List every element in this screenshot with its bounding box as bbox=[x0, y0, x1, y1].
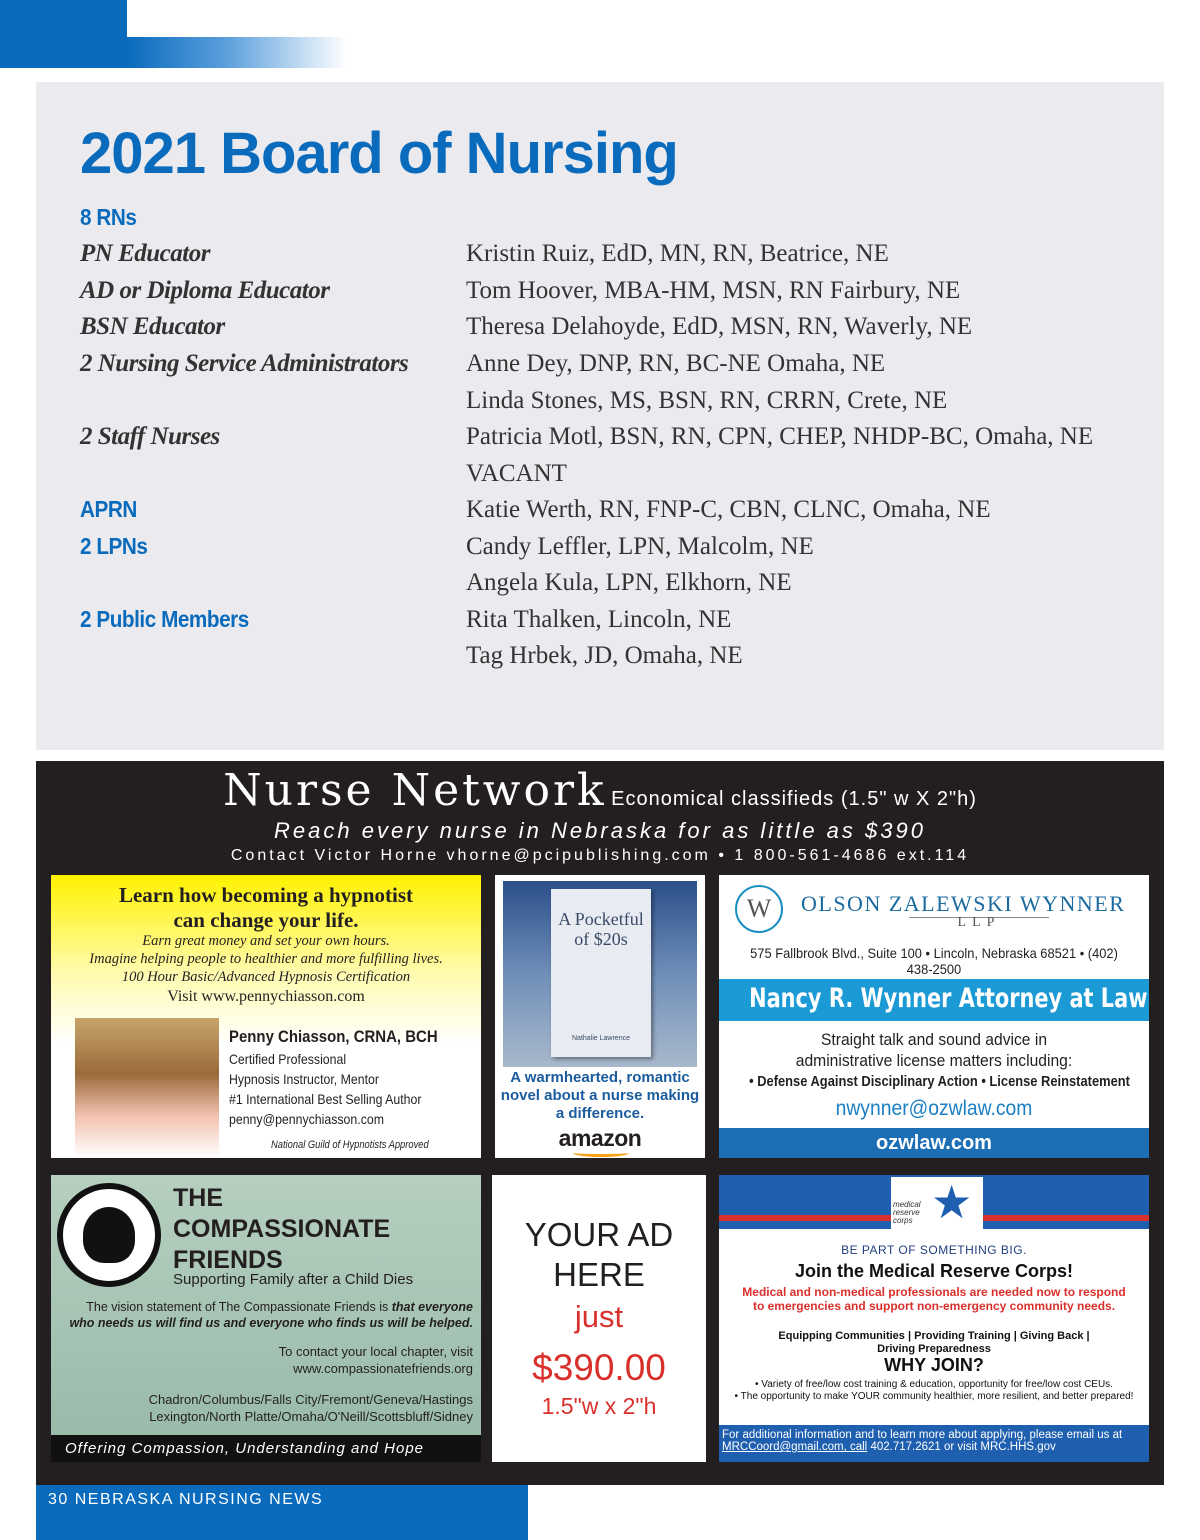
law-firm-name: OLSON ZALEWSKI WYNNER bbox=[801, 891, 1126, 916]
tcf-cities-line: Lexington/North Platte/Omaha/O'Neill/Scottsbluff/Sidney bbox=[149, 1409, 473, 1424]
your-ad-line: YOUR AD bbox=[524, 1216, 674, 1253]
tcf-website[interactable]: www.compassionatefriends.org bbox=[293, 1361, 473, 1376]
hyp-cred-line: #1 International Best Selling Author bbox=[229, 1091, 422, 1107]
your-ad-just: just bbox=[574, 1299, 624, 1334]
your-ad-line: HERE bbox=[553, 1256, 645, 1293]
law-body-line: administrative license matters including: bbox=[795, 1051, 1073, 1070]
law-body bbox=[736, 1029, 1132, 1071]
ad-your-ad-here[interactable] bbox=[492, 1175, 706, 1462]
tcf-cities-line: Chadron/Columbus/Falls City/Fremont/Geneva/Hastings bbox=[148, 1392, 473, 1407]
book-tagline: A warmhearted, romantic novel about a nurse making a difference. bbox=[500, 1069, 700, 1122]
network-contact[interactable]: Contact Victor Horne vhorne@pcipublishing.com • 1 800-561-4686 ext.114 bbox=[230, 847, 970, 864]
tcf-footer: Offering Compassion, Understanding and Hope bbox=[51, 1435, 481, 1462]
mrc-benefit-item: • The opportunity to make YOUR community healthier, more resilient, and better prepared! bbox=[734, 1391, 1134, 1402]
law-website[interactable]: ozwlaw.com bbox=[719, 1128, 1149, 1158]
mrc-benefit-item: • Variety of free/low cost training & education, opportunity for free/low cost CEUs. bbox=[755, 1379, 1113, 1390]
network-subtitle: Economical classifieds (1.5" w X 2"h) bbox=[611, 788, 977, 810]
top-color-bar bbox=[0, 0, 127, 68]
law-llp: LLP bbox=[909, 917, 1049, 928]
board-role: 2 LPNs bbox=[80, 533, 148, 559]
tcf-hands-icon bbox=[83, 1207, 135, 1263]
mrc-benefits bbox=[733, 1379, 1135, 1403]
hyp-cred-line: Hypnosis Instructor, Mentor bbox=[229, 1071, 379, 1087]
book-cover bbox=[551, 889, 651, 1057]
board-member: Linda Stones, MS, BSN, RN, CRRN, Crete, NE bbox=[466, 387, 948, 414]
hyp-desc-line: Earn great money and set your own hours. bbox=[142, 933, 390, 949]
tcf-name-line: COMPASSIONATE bbox=[173, 1215, 391, 1243]
board-member: Katie Werth, RN, FNP-C, CBN, CLNC, Omaha, NE bbox=[466, 496, 991, 523]
hyp-heading-line: Learn how becoming a hypnotist bbox=[118, 883, 414, 907]
tcf-logo-icon bbox=[57, 1183, 161, 1287]
board-row bbox=[80, 387, 1140, 423]
board-role: 2 Public Members bbox=[80, 606, 249, 632]
hyp-heading bbox=[51, 883, 481, 933]
your-ad-price: $390.00 bbox=[532, 1347, 666, 1388]
mrc-email-link[interactable]: MRCCoord@gmail.com, call bbox=[722, 1441, 868, 1453]
law-bullets: • Defense Against Disciplinary Action • License Reinstatement bbox=[749, 1073, 1130, 1090]
board-title: 2021 Board of Nursing bbox=[80, 121, 678, 186]
hyp-email[interactable]: penny@pennychiasson.com bbox=[229, 1111, 384, 1127]
mrc-logo-text: medical reserve corps bbox=[893, 1200, 921, 1225]
board-row bbox=[80, 423, 1140, 459]
mrc-needed: Medical and non-medical professionals are needed now to respond to emergencies and support non-emergency community needs. bbox=[742, 1285, 1126, 1313]
nurse-network-panel bbox=[36, 761, 1164, 1485]
hyp-photo bbox=[75, 1018, 219, 1158]
top-gradient-bar bbox=[127, 37, 347, 68]
ad-medical-reserve-corps[interactable] bbox=[719, 1175, 1149, 1462]
board-row bbox=[80, 240, 1140, 276]
mrc-footer bbox=[719, 1425, 1149, 1462]
hyp-cred-line: Certified Professional bbox=[229, 1051, 347, 1067]
law-address: 575 Fallbrook Blvd., Suite 100 • Lincoln, Nebraska 68521 • (402) 438-2500 bbox=[750, 945, 1118, 977]
hyp-desc-line: Imagine helping people to healthier and more fulfilling lives. bbox=[89, 951, 443, 967]
board-of-nursing-panel bbox=[36, 82, 1164, 750]
network-reach: Reach every nurse in Nebraska for as little as $390 bbox=[274, 818, 926, 843]
board-row bbox=[80, 277, 1140, 313]
ad-book[interactable] bbox=[495, 875, 705, 1158]
mrc-why-join: WHY JOIN? bbox=[884, 1355, 984, 1375]
board-row bbox=[80, 460, 1140, 496]
ad-compassionate-friends[interactable] bbox=[51, 1175, 481, 1462]
tcf-name-line: FRIENDS bbox=[173, 1246, 283, 1274]
ad-attorney[interactable] bbox=[719, 875, 1149, 1158]
mrc-logo bbox=[891, 1177, 983, 1233]
network-header bbox=[36, 765, 1164, 816]
hyp-visit-link[interactable]: Visit www.pennychiasson.com bbox=[167, 988, 365, 1005]
law-attorney-name: Nancy R. Wynner Attorney at Law bbox=[749, 983, 1148, 1014]
board-member: Patricia Motl, BSN, RN, CPN, CHEP, NHDP-BC, Omaha, NE bbox=[466, 423, 1094, 450]
hyp-guild: National Guild of Hypnotists Approved bbox=[271, 1139, 429, 1151]
board-row bbox=[80, 606, 1140, 642]
network-title: Nurse Network bbox=[223, 765, 607, 816]
your-ad-size: 1.5"w x 2"h bbox=[541, 1393, 657, 1419]
tcf-cities bbox=[61, 1391, 473, 1425]
mrc-pillars bbox=[719, 1330, 1149, 1356]
hyp-credentials bbox=[229, 1049, 421, 1129]
amazon-logo[interactable]: amazon bbox=[558, 1125, 642, 1151]
board-row bbox=[80, 533, 1140, 569]
star-icon: ★ bbox=[931, 1176, 973, 1228]
law-body-line: Straight talk and sound advice in bbox=[820, 1030, 1048, 1049]
board-row bbox=[80, 496, 1140, 532]
board-member: Angela Kula, LPN, Elkhorn, NE bbox=[466, 569, 792, 596]
board-member: Anne Dey, DNP, RN, BC-NE Omaha, NE bbox=[466, 350, 886, 377]
tcf-vision-a: The vision statement of The Compassionate Friends is bbox=[86, 1300, 389, 1314]
board-row bbox=[80, 569, 1140, 605]
law-email[interactable]: nwynner@ozwlaw.com bbox=[835, 1097, 1033, 1120]
board-member: Theresa Delahoyde, EdD, MSN, RN, Waverly, NE bbox=[466, 313, 973, 340]
tcf-name bbox=[173, 1183, 390, 1276]
board-role: 8 RNs bbox=[80, 204, 137, 230]
board-member: Rita Thalken, Lincoln, NE bbox=[466, 606, 732, 633]
book-image bbox=[503, 881, 697, 1067]
ozw-logo-icon: W bbox=[735, 885, 783, 933]
board-member: Kristin Ruiz, EdD, MN, RN, Beatrice, NE bbox=[466, 240, 889, 267]
mrc-be-part: BE PART OF SOMETHING BIG. bbox=[841, 1243, 1027, 1257]
board-member: VACANT bbox=[466, 460, 567, 487]
mrc-pillars-line: Driving Preparedness bbox=[877, 1343, 991, 1355]
board-row bbox=[80, 204, 1140, 240]
amazon-smile-icon bbox=[573, 1149, 629, 1157]
tcf-vision-b: that everyone who needs us will find us and everyone who finds us will be helped. bbox=[69, 1300, 473, 1330]
hyp-description bbox=[51, 932, 481, 986]
book-cover-author: Nathalie Lawrence bbox=[572, 1035, 630, 1042]
ad-hypnotist[interactable] bbox=[51, 875, 481, 1158]
tcf-contact bbox=[61, 1343, 473, 1377]
mrc-join: Join the Medical Reserve Corps! bbox=[794, 1261, 1074, 1281]
board-row bbox=[80, 350, 1140, 386]
mrc-footer-text: For additional information and to learn more about applying, please email us at bbox=[722, 1429, 1123, 1441]
your-ad-heading bbox=[492, 1215, 706, 1295]
hyp-heading-line: can change your life. bbox=[173, 908, 359, 932]
board-row bbox=[80, 313, 1140, 349]
board-member: Tag Hrbek, JD, Omaha, NE bbox=[466, 642, 743, 669]
tcf-contact-line: To contact your local chapter, visit bbox=[278, 1344, 473, 1359]
tcf-support: Supporting Family after a Child Dies bbox=[173, 1271, 414, 1288]
page-footer-text: 30 NEBRASKA NURSING NEWS bbox=[48, 1491, 324, 1508]
mrc-pillars-line: Equipping Communities | Providing Training | Giving Back | bbox=[778, 1330, 1090, 1342]
board-row bbox=[80, 642, 1140, 678]
tcf-name-line: THE bbox=[173, 1184, 223, 1212]
board-role: APRN bbox=[80, 496, 137, 522]
hyp-desc-line: 100 Hour Basic/Advanced Hypnosis Certification bbox=[121, 969, 411, 985]
board-role: 2 Nursing Service Administrators bbox=[80, 350, 409, 377]
board-role: PN Educator bbox=[80, 240, 210, 267]
tcf-vision bbox=[61, 1299, 473, 1331]
board-member: Candy Leffler, LPN, Malcolm, NE bbox=[466, 533, 814, 560]
page-footer bbox=[36, 1485, 528, 1540]
mrc-footer-text: 402.717.2621 or visit MRC.HHS.gov bbox=[870, 1441, 1056, 1453]
board-member: Tom Hoover, MBA-HM, MSN, RN Fairbury, NE bbox=[466, 277, 961, 304]
law-name-bar bbox=[719, 979, 1149, 1021]
board-role: AD or Diploma Educator bbox=[80, 277, 330, 304]
board-role: 2 Staff Nurses bbox=[80, 423, 220, 450]
book-cover-title: A Pocketful of $20s bbox=[558, 909, 644, 949]
hyp-name: Penny Chiasson, CRNA, BCH bbox=[229, 1027, 438, 1046]
board-role: BSN Educator bbox=[80, 313, 225, 340]
